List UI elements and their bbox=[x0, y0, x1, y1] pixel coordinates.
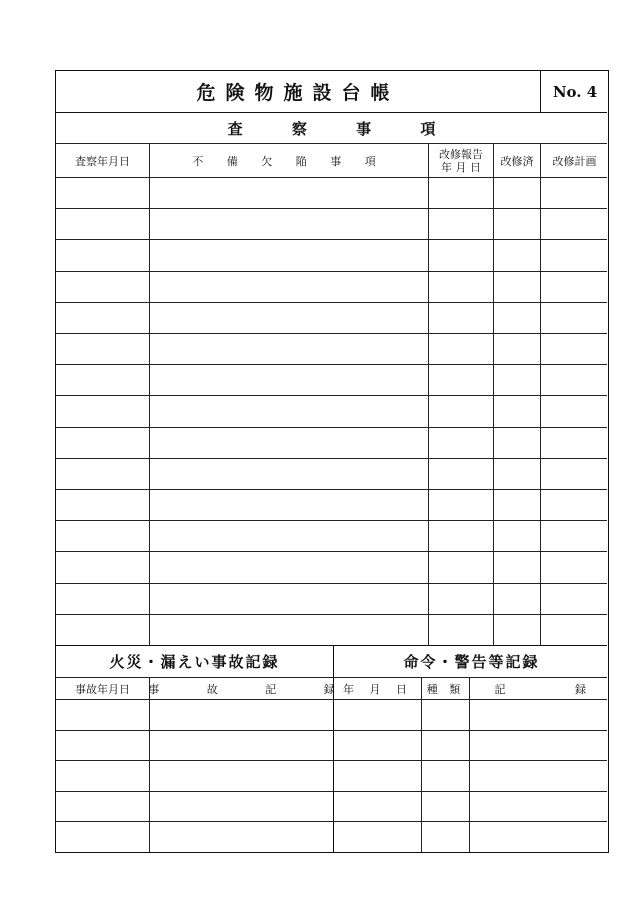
facility-ledger-form bbox=[55, 70, 609, 853]
lower-grid bbox=[56, 71, 607, 851]
col-defects: 不 備 欠 陥 事 項 bbox=[192, 154, 386, 168]
lower-row-rule bbox=[56, 821, 607, 822]
page-number: No. 4 bbox=[552, 82, 598, 101]
lower-row-rule bbox=[56, 730, 607, 731]
col-repaired: 改修済 bbox=[500, 154, 534, 168]
lower-column-rule bbox=[149, 678, 150, 852]
orders-section-title: 命令・警告等記録 bbox=[403, 653, 540, 671]
lower-column-rule bbox=[421, 678, 422, 852]
col-orders-type: 種 類 bbox=[426, 682, 465, 696]
ledger-title: 危険物施設台帳 bbox=[196, 82, 400, 104]
lower-row-rule bbox=[56, 760, 607, 761]
inspection-section-title: 査 察 事 項 bbox=[227, 119, 458, 138]
col-orders-record-a: 記 bbox=[494, 682, 506, 696]
col-accident-date: 事故年月日 bbox=[75, 682, 130, 696]
col-inspection-date: 査察年月日 bbox=[75, 154, 130, 168]
accident-section-title: 火災・漏えい事故記録 bbox=[109, 653, 280, 671]
col-orders-date: 年 月 日 bbox=[343, 682, 413, 696]
col-accident-record: 事 故 記 録 bbox=[148, 682, 357, 696]
lower-row-rule bbox=[56, 791, 607, 792]
lower-column-rule bbox=[469, 678, 470, 852]
col-report-date-line2: 年 月 日 bbox=[441, 160, 481, 174]
col-orders-record-b: 録 bbox=[575, 682, 586, 696]
col-report-date-line1: 改修報告 bbox=[439, 147, 483, 161]
col-repair-plan: 改修計画 bbox=[552, 154, 597, 168]
lower-header-rule bbox=[56, 699, 607, 700]
